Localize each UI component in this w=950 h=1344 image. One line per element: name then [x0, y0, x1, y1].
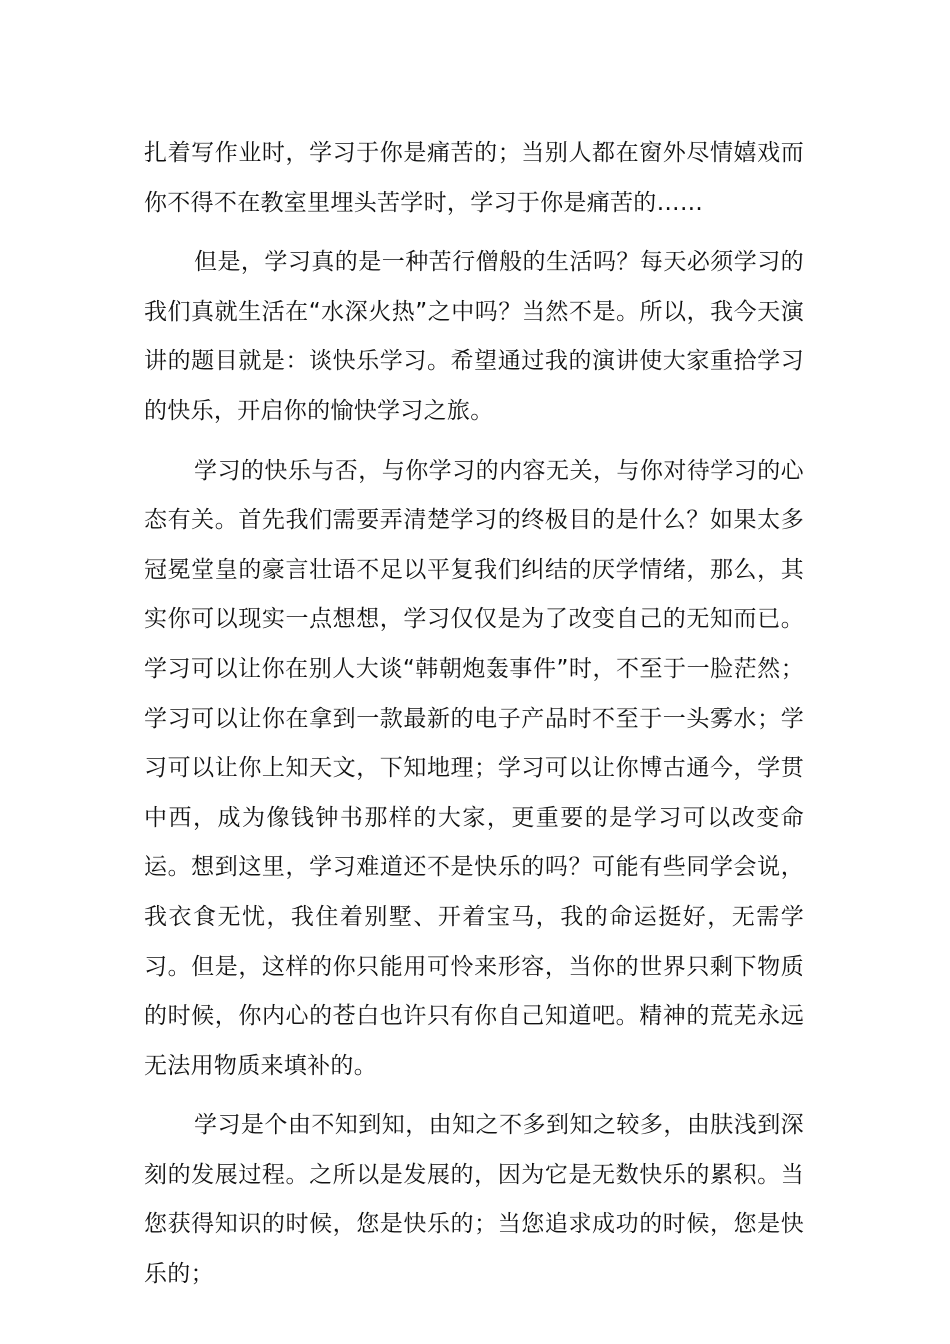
paragraph-2: 但是，学习真的是一种苦行僧般的生活吗？每天必须学习的我们真就生活在“水深火热”之中吗？当然不是。所以，我今天演讲的题目就是：谈快乐学习。希望通过我的演讲使大家重拾学习的快乐，开启你的愉快学习之旅。 [144, 249, 804, 424]
paragraph-1: 扎着写作业时，学习于你是痛苦的；当别人都在窗外尽情嬉戏而你不得不在教室里埋头苦学时，学习于你是痛苦的…… [144, 140, 804, 216]
paragraph-4: 学习是个由不知到知，由知之不多到知之较多，由肤浅到深刻的发展过程。之所以是发展的，因为它是无数快乐的累积。当您获得知识的时候，您是快乐的；当您追求成功的时候，您是快乐的； [144, 1112, 804, 1288]
body-text [144, 129, 804, 1310]
paragraph-3: 学习的快乐与否，与你学习的内容无关，与你对待学习的心态有关。首先我们需要弄清楚学习的终极目的是什么？如果太多冠冕堂皇的豪言壮语不足以平复我们纠结的厌学情绪，那么，其实你可以现实一点想想，学习仅仅是为了改变自己的无知而已。学习可以让你在别人大谈“韩朝炮轰事件”时，不至于一脸茫然；学习可以让你在拿到一款最新的电子产品时不至于一头雾水；学习可以让你上知天文，下知地理；学习可以让你博古通今，学贯中西，成为像钱钟书那样的大家，更重要的是学习可以改变命运。想到这里，学习难道还不是快乐的吗？可能有些同学会说，我衣食无忧，我住着别墅、开着宝马，我的命运挺好，无需学习。但是，这样的你只能用可怜来形容，当你的世界只剩下物质的时候，你内心的苍白也许只有你自己知道吧。精神的荒芜永远无法用物质来填补的。 [144, 457, 804, 1079]
